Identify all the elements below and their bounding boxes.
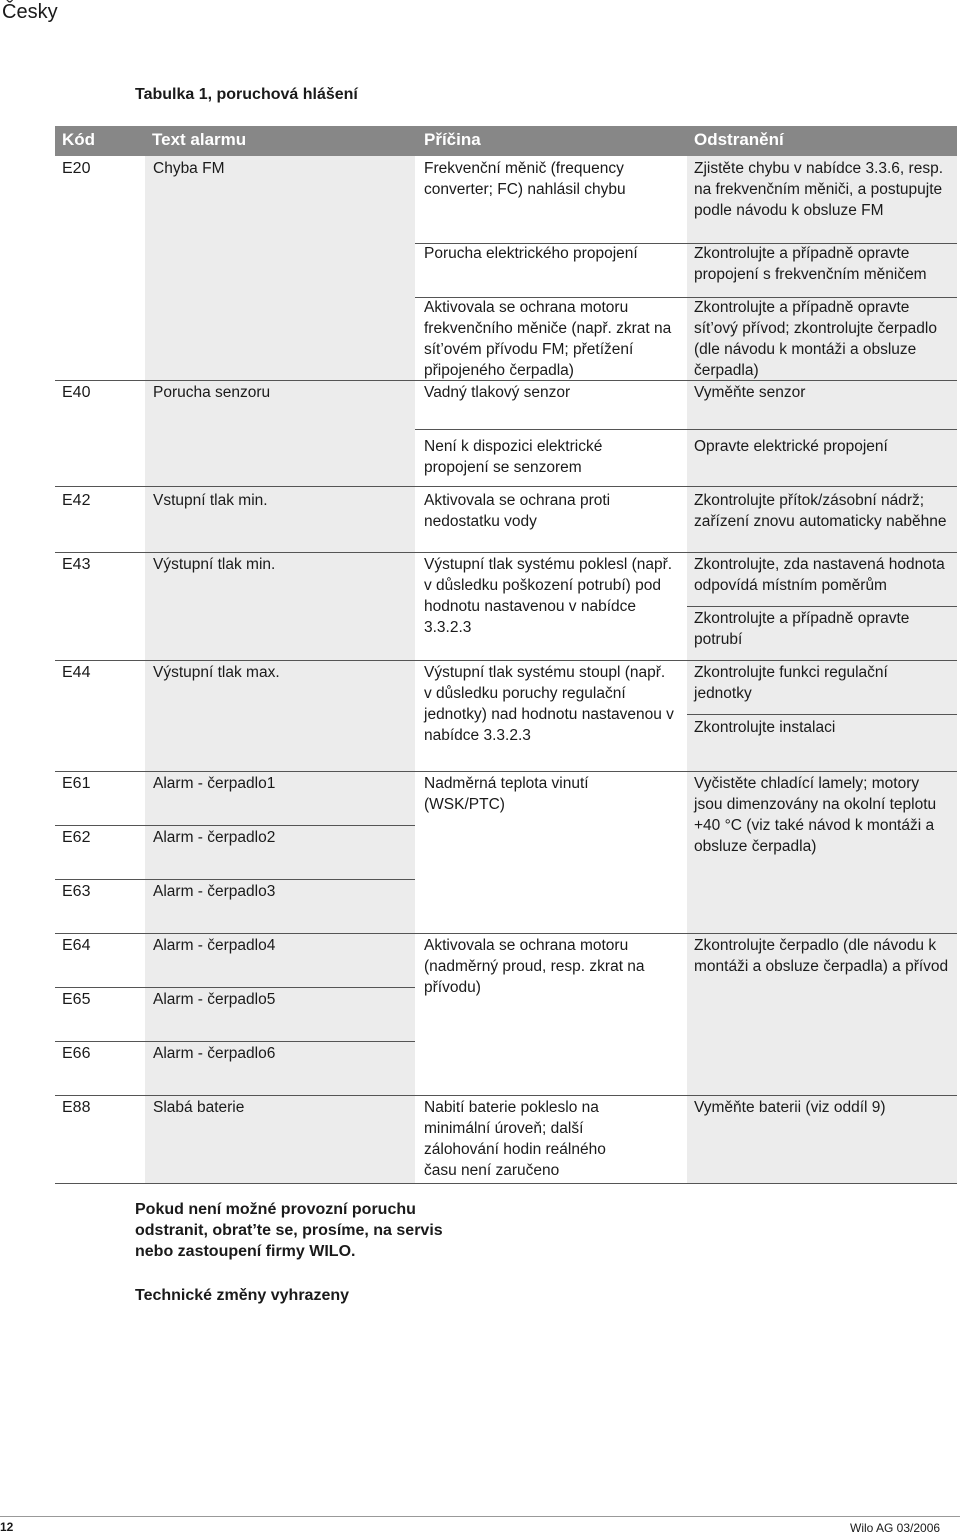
fix-e20-1: Zjistěte chybu v nabídce 3.3.6, resp. na frekvenčním měniči, a postupujte podle návodu k obsluze FM — [694, 160, 943, 219]
text-e63: Alarm - čerpadlo3 — [153, 883, 276, 900]
code-e65: E65 — [62, 991, 91, 1008]
fix-e20-2: Zkontrolujte a případně opravte propojení s frekvenčním měničem — [694, 245, 927, 283]
row-divider — [55, 1095, 957, 1096]
row-divider — [55, 486, 957, 487]
row-divider — [55, 825, 415, 826]
fix-e43-1: Zkontrolujte, zda nastavená hodnota odpovídá místním poměrům — [694, 556, 945, 594]
text-e88: Slabá baterie — [153, 1099, 245, 1116]
cause-e20-2: Porucha elektrického propojení — [424, 245, 638, 262]
row-divider — [415, 429, 957, 430]
row-divider — [55, 879, 415, 880]
text-e65: Alarm - čerpadlo5 — [153, 991, 276, 1008]
cause-e44: Výstupní tlak systému stoupl (např. v důsledku poruchy regulační jednotky) nad hodnotu nastavenou v nabídce 3.3.2.3 — [424, 664, 674, 744]
code-e61: E61 — [62, 775, 91, 792]
table-bottom-line — [55, 1183, 957, 1184]
row-divider — [687, 714, 957, 715]
row-divider — [687, 606, 957, 607]
cause-e43: Výstupní tlak systému poklesl (např. v důsledku poškození potrubí) pod hodnotu nastavenou v nabídce 3.3.2.3 — [424, 556, 673, 636]
fix-pump-group1: Vyčistěte chladící lamely; motory jsou dimenzovány na okolní teplotu +40 °C (viz také návod k montáži a obsluze čerpadla) — [694, 775, 937, 855]
header-kod: Kód — [62, 130, 96, 149]
row-divider — [55, 933, 957, 934]
fix-e40-1: Vyměňte senzor — [694, 384, 806, 401]
fix-e20-3: Zkontrolujte a případně opravte sít’ový přívod; zkontrolujte čerpadlo (dle návodu k montáži a obsluze čerpadla) — [694, 299, 937, 379]
fix-e43-2: Zkontrolujte a případně opravte potrubí — [694, 610, 910, 648]
cause-e20-1: Frekvenční měnič (frequency converter; FC) nahlásil chybu — [424, 160, 626, 198]
cause-e40-2: Není k dispozici elektrické propojení se senzorem — [424, 438, 603, 476]
code-e88: E88 — [62, 1099, 91, 1116]
code-e20: E20 — [62, 160, 91, 177]
text-e44: Výstupní tlak max. — [153, 664, 280, 681]
table-header — [55, 126, 957, 156]
code-e62: E62 — [62, 829, 91, 846]
text-e42: Vstupní tlak min. — [153, 492, 268, 509]
code-e43: E43 — [62, 556, 91, 573]
language-label: Česky — [2, 1, 58, 23]
header-text-alarmu: Text alarmu — [152, 130, 247, 149]
row-divider — [55, 1041, 415, 1042]
code-e64: E64 — [62, 937, 91, 954]
brand-footer: Wilo AG 03/2006 — [850, 1521, 941, 1535]
fix-e42: Zkontrolujte přítok/zásobní nádrž; zařízení znovu automaticky naběhne — [694, 492, 947, 530]
fix-e44-1: Zkontrolujte funkci regulační jednotky — [694, 664, 888, 702]
cause-e42: Aktivovala se ochrana proti nedostatku vody — [424, 492, 611, 530]
text-e64: Alarm - čerpadlo4 — [153, 937, 276, 954]
text-e20: Chyba FM — [153, 160, 225, 177]
text-e40: Porucha senzoru — [153, 384, 271, 401]
footer-rule — [0, 1516, 960, 1517]
code-e63: E63 — [62, 883, 91, 900]
text-e62: Alarm - čerpadlo2 — [153, 829, 276, 846]
row-divider — [55, 660, 957, 661]
cause-e40-1: Vadný tlakový senzor — [424, 384, 571, 401]
cause-pump-group1: Nadměrná teplota vinutí (WSK/PTC) — [424, 775, 589, 813]
cause-pump-group2: Aktivovala se ochrana motoru (nadměrný proud, resp. zkrat na přívodu) — [424, 937, 645, 996]
row-divider — [55, 771, 957, 772]
code-e66: E66 — [62, 1045, 91, 1062]
fix-e40-2: Opravte elektrické propojení — [694, 438, 888, 455]
text-e43: Výstupní tlak min. — [153, 556, 276, 573]
row-divider — [55, 552, 957, 553]
code-e44: E44 — [62, 664, 91, 681]
fix-e88: Vyměňte baterii (viz oddíl 9) — [694, 1099, 886, 1116]
code-e40: E40 — [62, 384, 91, 401]
service-note: Pokud není možné provozní poruchu odstranit, obrat’te se, prosíme, na servis nebo zastoupení firmy WILO. — [135, 1201, 443, 1260]
text-e66: Alarm - čerpadlo6 — [153, 1045, 276, 1062]
code-e42: E42 — [62, 492, 91, 509]
cause-e20-3: Aktivovala se ochrana motoru frekvenčního měniče (např. zkrat na sít’ovém přívodu FM; přetížení připojeného čerpadla) — [424, 299, 672, 379]
header-pricina: Příčina — [424, 130, 481, 149]
header-odstraneni: Odstranění — [694, 130, 784, 149]
fix-pump-group2: Zkontrolujte čerpadlo (dle návodu k montáži a obsluze čerpadla) a přívod — [694, 937, 949, 975]
technical-changes-note: Technické změny vyhrazeny — [135, 1287, 350, 1304]
fix-e44-2: Zkontrolujte instalaci — [694, 719, 836, 736]
cause-e88: Nabití baterie pokleslo na minimální úroveň; další zálohování hodin reálného času není zaručeno — [424, 1099, 606, 1179]
text-e61: Alarm - čerpadlo1 — [153, 775, 276, 792]
row-divider — [55, 987, 415, 988]
page-number: 12 — [0, 1520, 14, 1534]
table-title: Tabulka 1, poruchová hlášení — [135, 86, 358, 103]
